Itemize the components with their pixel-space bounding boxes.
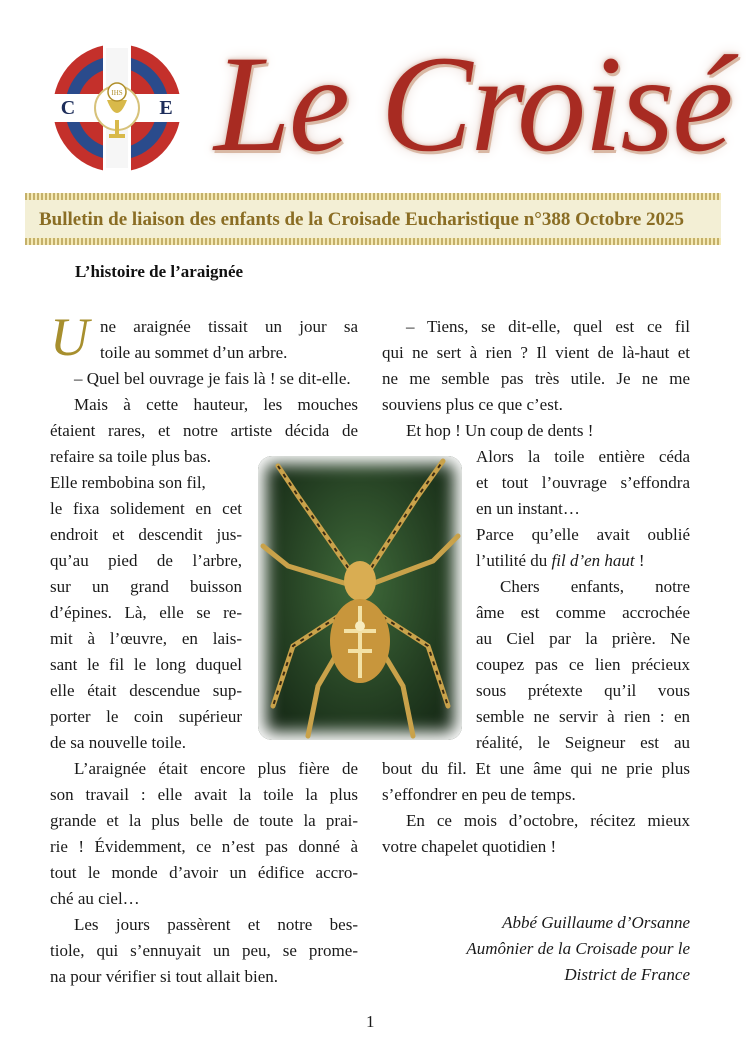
left-column-line: porter le coin supérieur <box>50 707 242 726</box>
right-column-line: au Ciel par la prière. Ne <box>476 629 690 648</box>
right-column-line: Et hop ! Un coup de dents ! <box>406 421 594 440</box>
right-column-line: s’effondrer en peu de temps. <box>382 785 576 804</box>
right-column-line: bout du fil. Et une âme qui ne prie plus <box>382 759 690 778</box>
right-column-line: et tout l’ouvrage s’effondra <box>476 473 690 492</box>
left-column-line: le fixa solidement en cet <box>50 499 242 518</box>
right-column-line: sous prétexte qu’il vous <box>476 681 690 700</box>
bulletin-subtitle: Bulletin de liaison des enfants de la Croisade Eucharistique n°388 Octobre 2025 <box>39 209 685 230</box>
article-title: L’histoire de l’araignée <box>75 262 244 281</box>
spider-photo <box>258 456 462 740</box>
left-column-line: endroit et descendit jus- <box>50 525 242 544</box>
svg-text:E: E <box>159 97 173 119</box>
right-column-line: coupez pas ce lien précieux <box>476 655 690 674</box>
right-column-line: Chers enfants, notre <box>500 577 690 596</box>
svg-text:C: C <box>60 97 76 119</box>
left-column-line: son travail : elle avait la toile la plus <box>50 785 358 804</box>
left-column-line: Elle rembobina son fil, <box>50 473 206 492</box>
right-column-line: souviens plus ce que c’est. <box>382 395 563 414</box>
left-column-line: de sa nouvelle toile. <box>50 733 186 752</box>
left-column-line: grande et la plus belle de toute la prai- <box>50 811 358 830</box>
right-column-line: – Tiens, se dit-elle, quel est ce fil <box>406 317 690 336</box>
masthead-title: Le Croisé <box>214 27 732 180</box>
decorative-border-top <box>25 193 721 200</box>
left-column-line: refaire sa toile plus bas. <box>50 447 211 466</box>
right-column-line <box>476 548 690 574</box>
emphasis-text: fil d’en haut <box>551 551 635 570</box>
page-number: 1 <box>366 1012 375 1031</box>
signature-line-2: Aumônier de la Croisade pour le <box>466 939 690 958</box>
drop-cap: U <box>50 307 89 367</box>
left-column-line: rie ! Évidemment, ce n’est pas donné à <box>50 837 358 856</box>
left-column-line: tout le monde d’avoir un édifice accro- <box>50 863 358 882</box>
left-column-line: sur un grand buisson <box>50 577 242 596</box>
signature-line-3: District de France <box>564 965 690 984</box>
left-column-line: na pour vérifier si tout allait bien. <box>50 967 279 986</box>
line-text: l’utilité du <box>476 551 552 570</box>
left-column-line: sant le fil le long duquel <box>50 655 242 674</box>
right-column-line: en un instant… <box>476 499 580 518</box>
right-column-line: votre chapelet quotidien ! <box>382 837 557 856</box>
left-column-line: Mais à cette hauteur, les mouches <box>74 395 358 414</box>
left-column-line: Les jours passèrent et notre bes- <box>74 915 358 934</box>
croisade-emblem-logo <box>51 42 183 174</box>
left-column-line: tiole, qui s’ennuyait un peu, se prome- <box>50 941 358 960</box>
right-column-line: semble ne servir à rien : en <box>476 707 690 726</box>
right-column-line: ne me semble pas très utile. Je ne me <box>382 369 690 388</box>
line-suffix: ! <box>634 551 645 570</box>
right-column-line: Alors la toile entière céda <box>476 447 690 466</box>
left-column-line: toile au sommet d’un arbre. <box>100 343 288 362</box>
left-column-line: d’épines. Là, elle se re- <box>50 603 242 622</box>
svg-text:IHS: IHS <box>111 89 123 97</box>
right-column-line: qui ne sert à rien ? Il vient de là-haut et <box>382 343 690 362</box>
right-column-line: Parce qu’elle avait oublié <box>476 525 690 544</box>
right-column-line: En ce mois d’octobre, récitez mieux <box>406 811 690 830</box>
signature-line-1: Abbé Guillaume d’Orsanne <box>502 913 690 932</box>
left-column-line: elle était descendue sup- <box>50 681 242 700</box>
right-column-line: âme est comme accrochée <box>476 603 690 622</box>
left-column-line: – Quel bel ouvrage je fais là ! se dit-elle. <box>74 369 351 388</box>
left-column-line: L’araignée était encore plus fière de <box>74 759 358 778</box>
right-column-line: réalité, le Seigneur est au <box>476 733 690 752</box>
left-column-line: ne araignée tissait un jour sa <box>100 317 358 336</box>
left-column-line: mit à l’œuvre, en lais- <box>50 629 242 648</box>
left-column-line: ché au ciel… <box>50 889 140 908</box>
decorative-border-bottom <box>25 238 721 245</box>
left-column-line: étaient rares, et notre artiste décida de <box>50 421 358 440</box>
left-column-line: qu’au pied de l’arbre, <box>50 551 242 570</box>
